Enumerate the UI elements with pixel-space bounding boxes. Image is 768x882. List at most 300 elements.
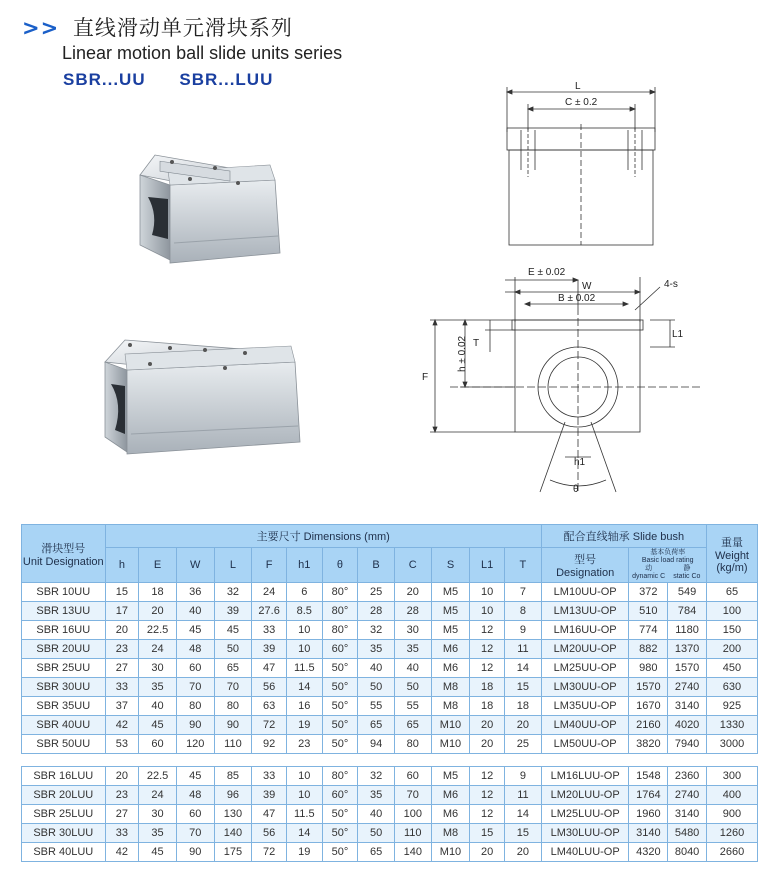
col-C: C: [394, 548, 431, 583]
table-cell: 400: [706, 786, 757, 805]
table-cell: M5: [431, 583, 470, 602]
table-cell: 18: [470, 678, 505, 697]
table-row: [22, 716, 758, 735]
table-cell: 10: [286, 640, 322, 659]
table-cell: 65: [358, 843, 395, 862]
bush-header: 配合直线轴承 Slide bush: [541, 525, 706, 548]
table-cell: LM16UU-OP: [541, 621, 629, 640]
table-cell: SBR 10UU: [22, 583, 106, 602]
table-cell: LM35UU-OP: [541, 697, 629, 716]
table-cell: 60°: [322, 640, 358, 659]
front-view-drawing: [410, 262, 710, 497]
table-row: [22, 602, 758, 621]
table-cell: 53: [105, 735, 139, 754]
table-cell: 32: [358, 767, 395, 786]
table-cell: 110: [394, 824, 431, 843]
table-cell: 50°: [322, 697, 358, 716]
table-cell: 24: [252, 583, 287, 602]
stat-cn: 静: [683, 565, 691, 572]
table-cell: 27.6: [252, 602, 287, 621]
table-cell: 15: [105, 583, 139, 602]
table-cell: 10: [470, 583, 505, 602]
table-cell: SBR 13UU: [22, 602, 106, 621]
table-cell: 37: [105, 697, 139, 716]
table-cell: 65: [394, 716, 431, 735]
table-cell: 3140: [629, 824, 668, 843]
title-en: Linear motion ball slide units series: [62, 43, 343, 63]
table-cell: LM30LUU-OP: [541, 824, 629, 843]
series-luu: SBR...LUU: [179, 70, 274, 89]
table-cell: 60: [139, 735, 177, 754]
table-cell: 1570: [629, 678, 668, 697]
table-cell: 20: [470, 735, 505, 754]
table-cell: 65: [358, 716, 395, 735]
table-cell: 100: [706, 602, 757, 621]
table-cell: 65: [706, 583, 757, 602]
table-cell: 50: [358, 678, 395, 697]
label-T: T: [473, 338, 480, 349]
table-cell: 12: [470, 805, 505, 824]
table-cell: 7: [504, 583, 541, 602]
bush-model-en: Designation: [556, 567, 615, 579]
table-cell: 39: [252, 640, 287, 659]
table-cell: LM16LUU-OP: [541, 767, 629, 786]
col-E: E: [139, 548, 177, 583]
table-cell: LM50UU-OP: [541, 735, 629, 754]
table-row: [22, 786, 758, 805]
table-cell: 925: [706, 697, 757, 716]
table-cell: 20: [105, 767, 139, 786]
col-F: F: [252, 548, 287, 583]
table-cell: 32: [214, 583, 252, 602]
table-cell: 1260: [706, 824, 757, 843]
table-row: [22, 678, 758, 697]
label-theta: θ: [573, 484, 579, 495]
table-cell: M6: [431, 786, 470, 805]
table-cell: 30: [394, 621, 431, 640]
table-cell: 882: [629, 640, 668, 659]
table-cell: 450: [706, 659, 757, 678]
table-cell: 2160: [629, 716, 668, 735]
table-cell: 90: [176, 716, 214, 735]
unit-header-cn: 滑块型号: [41, 542, 86, 555]
table-cell: 42: [105, 716, 139, 735]
top-view-drawing: [495, 82, 670, 247]
table-cell: 60: [176, 659, 214, 678]
table-cell: 80: [214, 697, 252, 716]
table-cell: SBR 16LUU: [22, 767, 106, 786]
table-cell: 100: [394, 805, 431, 824]
table-cell: 50: [358, 824, 395, 843]
table-cell: 20: [394, 583, 431, 602]
table-cell: 9: [504, 621, 541, 640]
table-cell: 12: [470, 640, 505, 659]
table-cell: 8.5: [286, 602, 322, 621]
table-cell: 10: [286, 786, 322, 805]
table-cell: 24: [139, 786, 177, 805]
label-W: W: [582, 281, 592, 292]
table-cell: 70: [176, 824, 214, 843]
table-cell: 70: [176, 678, 214, 697]
load-header: [629, 548, 706, 583]
table-row: [22, 735, 758, 754]
table-cell: 72: [252, 843, 287, 862]
table-cell: 35: [394, 640, 431, 659]
table-cell: 40: [394, 659, 431, 678]
table-cell: 60: [394, 767, 431, 786]
table-cell: 94: [358, 735, 395, 754]
table-cell: 19: [286, 716, 322, 735]
table-row: [22, 659, 758, 678]
table-cell: 33: [252, 767, 287, 786]
table-row: [22, 843, 758, 862]
table-cell: 18: [139, 583, 177, 602]
table-cell: 18: [470, 697, 505, 716]
col-L: L: [214, 548, 252, 583]
table-cell: 48: [176, 786, 214, 805]
table-cell: M8: [431, 697, 470, 716]
table-cell: 35: [358, 786, 395, 805]
table-cell: LM10UU-OP: [541, 583, 629, 602]
table-cell: 96: [214, 786, 252, 805]
table-cell: 48: [176, 640, 214, 659]
table-cell: 2740: [668, 678, 707, 697]
table-cell: 8040: [668, 843, 707, 862]
table-cell: SBR 20LUU: [22, 786, 106, 805]
table-cell: M5: [431, 767, 470, 786]
col-theta: θ: [322, 548, 358, 583]
page-header: [22, 12, 342, 64]
table-cell: 774: [629, 621, 668, 640]
table-cell: SBR 25UU: [22, 659, 106, 678]
label-h: h ± 0.02: [457, 335, 468, 372]
dyn-cn: 动: [645, 565, 653, 572]
table-cell: 175: [214, 843, 252, 862]
table-cell: SBR 20UU: [22, 640, 106, 659]
table-cell: 27: [105, 659, 139, 678]
table-cell: 40: [358, 805, 395, 824]
arrows-icon: >>: [22, 16, 60, 40]
table-cell: 3820: [629, 735, 668, 754]
table-cell: 20: [105, 621, 139, 640]
table-cell: M6: [431, 640, 470, 659]
table-cell: 90: [214, 716, 252, 735]
label-L1: L1: [672, 329, 684, 340]
col-W: W: [176, 548, 214, 583]
dims-header: 主要尺寸 Dimensions (mm): [105, 525, 541, 548]
table-cell: 80°: [322, 602, 358, 621]
bush-model-cn: 型号: [574, 554, 597, 566]
table-cell: 6: [286, 583, 322, 602]
table-cell: 2360: [668, 767, 707, 786]
table-cell: 40: [176, 602, 214, 621]
sbr-uu-photo: [130, 135, 300, 270]
table-cell: 14: [504, 805, 541, 824]
table-cell: 60°: [322, 786, 358, 805]
table-cell: 1548: [629, 767, 668, 786]
table-cell: 1960: [629, 805, 668, 824]
table-cell: 35: [358, 640, 395, 659]
table-cell: 19: [286, 843, 322, 862]
table-cell: 1670: [629, 697, 668, 716]
table-cell: 18: [504, 697, 541, 716]
table-cell: 50°: [322, 824, 358, 843]
table-row: [22, 824, 758, 843]
table-cell: 10: [470, 602, 505, 621]
table-cell: 1330: [706, 716, 757, 735]
gap-section: [22, 754, 758, 767]
label-E: E ± 0.02: [528, 267, 566, 278]
table-cell: 70: [214, 678, 252, 697]
table-cell: 140: [214, 824, 252, 843]
table-cell: M5: [431, 621, 470, 640]
table-cell: 130: [214, 805, 252, 824]
table-cell: 27: [105, 805, 139, 824]
table-cell: 50°: [322, 805, 358, 824]
label-L: L: [575, 82, 581, 92]
col-L1: L1: [470, 548, 505, 583]
table-cell: M5: [431, 602, 470, 621]
table-cell: 549: [668, 583, 707, 602]
table-cell: 12: [470, 659, 505, 678]
label-C: C ± 0.2: [565, 97, 598, 108]
table-cell: SBR 25LUU: [22, 805, 106, 824]
table-cell: 10: [286, 767, 322, 786]
table-cell: M6: [431, 805, 470, 824]
table-cell: 90: [176, 843, 214, 862]
table-cell: 56: [252, 678, 287, 697]
weight-header-cn: 重量: [720, 536, 743, 549]
table-cell: 14: [286, 824, 322, 843]
table-cell: 36: [176, 583, 214, 602]
table-cell: M6: [431, 659, 470, 678]
table-cell: 45: [176, 767, 214, 786]
table-cell: 33: [105, 678, 139, 697]
table-cell: 14: [504, 659, 541, 678]
table-cell: 20: [470, 843, 505, 862]
table-cell: 23: [105, 786, 139, 805]
table-cell: 1570: [668, 659, 707, 678]
col-h: h: [105, 548, 139, 583]
table-cell: M8: [431, 678, 470, 697]
table-cell: 10: [286, 621, 322, 640]
table-cell: 50: [394, 678, 431, 697]
table-cell: 150: [706, 621, 757, 640]
table-cell: 80°: [322, 583, 358, 602]
table-cell: SBR 40LUU: [22, 843, 106, 862]
table-cell: 11.5: [286, 659, 322, 678]
table-cell: 55: [394, 697, 431, 716]
label-B: B ± 0.02: [558, 293, 596, 304]
title-cn: 直线滑动单元滑块系列: [72, 16, 293, 40]
uu-rows: [22, 583, 758, 754]
table-cell: 65: [214, 659, 252, 678]
table-cell: 4020: [668, 716, 707, 735]
table-cell: M10: [431, 735, 470, 754]
table-row: [22, 805, 758, 824]
table-cell: 1370: [668, 640, 707, 659]
table-cell: 47: [252, 805, 287, 824]
table-row: [22, 621, 758, 640]
table-cell: LM20UU-OP: [541, 640, 629, 659]
table-cell: 15: [470, 824, 505, 843]
table-cell: 14: [286, 678, 322, 697]
table-cell: 60: [176, 805, 214, 824]
table-cell: 372: [629, 583, 668, 602]
table-cell: 11: [504, 640, 541, 659]
col-S: S: [431, 548, 470, 583]
col-B: B: [358, 548, 395, 583]
table-cell: 200: [706, 640, 757, 659]
table-cell: 3000: [706, 735, 757, 754]
table-cell: 9: [504, 767, 541, 786]
table-cell: 22.5: [139, 767, 177, 786]
label-h1: h1: [574, 457, 586, 468]
table-cell: 30: [139, 659, 177, 678]
col-h1: h1: [286, 548, 322, 583]
table-cell: 80: [394, 735, 431, 754]
table-cell: LM40LUU-OP: [541, 843, 629, 862]
table-cell: 50: [214, 640, 252, 659]
table-cell: 35: [139, 824, 177, 843]
table-cell: 50°: [322, 716, 358, 735]
table-cell: 900: [706, 805, 757, 824]
table-cell: 50°: [322, 678, 358, 697]
table-cell: SBR 40UU: [22, 716, 106, 735]
table-cell: 55: [358, 697, 395, 716]
table-cell: M10: [431, 843, 470, 862]
table-cell: 50°: [322, 843, 358, 862]
table-cell: 8: [504, 602, 541, 621]
load-cn: 基本负荷率: [650, 549, 686, 556]
table-cell: 7940: [668, 735, 707, 754]
table-cell: 23: [105, 640, 139, 659]
table-cell: 85: [214, 767, 252, 786]
table-cell: 20: [504, 843, 541, 862]
table-cell: 11: [504, 786, 541, 805]
series-uu: SBR...UU: [63, 70, 146, 89]
dyn-en: dynamic C: [632, 573, 666, 580]
table-cell: 2740: [668, 786, 707, 805]
label-F: F: [422, 372, 429, 383]
table-cell: 72: [252, 716, 287, 735]
table-cell: 80: [176, 697, 214, 716]
table-cell: LM40UU-OP: [541, 716, 629, 735]
table-cell: LM30UU-OP: [541, 678, 629, 697]
table-cell: 510: [629, 602, 668, 621]
table-cell: 25: [504, 735, 541, 754]
unit-header: [22, 525, 106, 583]
table-cell: 110: [214, 735, 252, 754]
table-cell: 1180: [668, 621, 707, 640]
table-cell: 45: [139, 843, 177, 862]
table-cell: 25: [358, 583, 395, 602]
table-cell: 45: [214, 621, 252, 640]
table-cell: 24: [139, 640, 177, 659]
table-cell: 300: [706, 767, 757, 786]
table-cell: 11.5: [286, 805, 322, 824]
table-cell: 2660: [706, 843, 757, 862]
table-cell: LM20LUU-OP: [541, 786, 629, 805]
table-cell: 42: [105, 843, 139, 862]
table-cell: SBR 50UU: [22, 735, 106, 754]
table-cell: 630: [706, 678, 757, 697]
table-cell: 32: [358, 621, 395, 640]
table-cell: LM25LUU-OP: [541, 805, 629, 824]
table-cell: 15: [504, 824, 541, 843]
table-cell: 15: [504, 678, 541, 697]
table-row: [22, 640, 758, 659]
table-cell: 47: [252, 659, 287, 678]
table-cell: 30: [139, 805, 177, 824]
table-cell: 80°: [322, 621, 358, 640]
bush-model-header: [541, 548, 629, 583]
table-cell: 4320: [629, 843, 668, 862]
dim-cols-row: [22, 548, 758, 583]
table-cell: M8: [431, 824, 470, 843]
table-cell: 56: [252, 824, 287, 843]
label-4s: 4-s: [664, 279, 678, 290]
table-cell: 50°: [322, 735, 358, 754]
table-cell: 12: [470, 767, 505, 786]
table-cell: 92: [252, 735, 287, 754]
sbr-luu-photo: [95, 312, 310, 462]
table-row: [22, 767, 758, 786]
spec-table: [21, 524, 758, 862]
weight-header-en: Weight (kg/m): [714, 549, 749, 574]
table-cell: 20: [139, 602, 177, 621]
table-cell: 140: [394, 843, 431, 862]
title-cn-line: [22, 12, 342, 42]
table-cell: 12: [470, 786, 505, 805]
table-cell: 45: [139, 716, 177, 735]
table-row: [22, 583, 758, 602]
table-cell: LM13UU-OP: [541, 602, 629, 621]
table-cell: 28: [358, 602, 395, 621]
col-T: T: [504, 548, 541, 583]
table-cell: 40: [358, 659, 395, 678]
table-cell: 20: [504, 716, 541, 735]
table-cell: 5480: [668, 824, 707, 843]
table-cell: 28: [394, 602, 431, 621]
series-labels: [63, 70, 301, 90]
table-cell: 17: [105, 602, 139, 621]
table-cell: 20: [470, 716, 505, 735]
table-cell: 120: [176, 735, 214, 754]
table-cell: 784: [668, 602, 707, 621]
table-cell: 40: [139, 697, 177, 716]
table-cell: 3140: [668, 805, 707, 824]
table-cell: 33: [105, 824, 139, 843]
table-cell: 35: [139, 678, 177, 697]
table-cell: 45: [176, 621, 214, 640]
table-cell: SBR 30LUU: [22, 824, 106, 843]
table-cell: 1764: [629, 786, 668, 805]
table-cell: SBR 30UU: [22, 678, 106, 697]
table-cell: 23: [286, 735, 322, 754]
table-cell: 39: [252, 786, 287, 805]
table-row: [22, 697, 758, 716]
table-cell: 33: [252, 621, 287, 640]
table-cell: SBR 16UU: [22, 621, 106, 640]
weight-header: [706, 525, 757, 583]
table-cell: 39: [214, 602, 252, 621]
table-cell: 22.5: [139, 621, 177, 640]
unit-header-en: Unit Designation: [22, 555, 104, 568]
table-cell: LM25UU-OP: [541, 659, 629, 678]
table-cell: 3140: [668, 697, 707, 716]
table-cell: 50°: [322, 659, 358, 678]
